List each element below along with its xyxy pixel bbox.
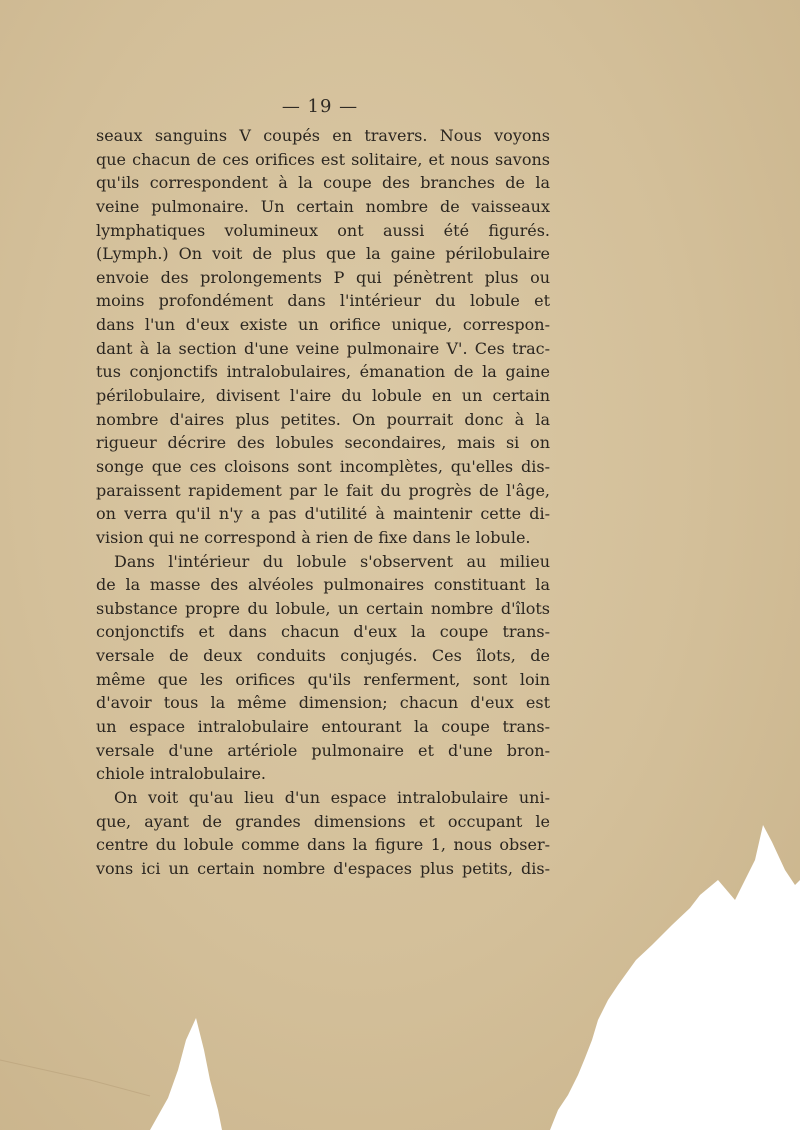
text-line: (Lymph.) On voit de plus que la gaine périlobulaire [96,244,550,264]
text-line: vons ici un certain nombre d'espaces plus petits, dis- [96,858,550,878]
text-line: tus conjonctifs intralobulaires, émanation de la gaine [96,362,550,382]
page-number: — 19 — [281,96,359,117]
body-text [96,124,550,881]
text-line: seaux sanguins V coupés en travers. Nous voyons [96,126,550,145]
text-line: versale de deux conduits conjugés. Ces îlots, de [96,646,550,666]
paragraph-start-line: Dans l'intérieur du lobule s'observent au milieu [114,551,550,571]
text-line: même que les orifices qu'ils renferment, sont loin [96,669,550,689]
text-line: envoie des prolongements P qui pénètrent plus ou [96,267,550,287]
text-line: centre du lobule comme dans la figure 1, nous obser- [96,835,550,855]
text-line: vision qui ne correspond à rien de fixe dans le lobule. [96,527,531,547]
text-line: songe que ces cloisons sont incomplètes, qu'elles dis- [96,456,550,476]
text-line: veine pulmonaire. Un certain nombre de vaisseaux [96,196,550,216]
text-line: dans l'un d'eux existe un orifice unique, correspon- [96,315,550,335]
text-line: moins profondément dans l'intérieur du lobule et [96,291,550,311]
text-line: qu'ils correspondent à la coupe des branches de la [96,173,550,193]
text-line: de la masse des alvéoles pulmonaires constituant la [96,575,550,595]
text-line: versale d'une artériole pulmonaire et d'une bron- [96,740,550,760]
text-line: un espace intralobulaire entourant la coupe trans- [96,717,550,737]
text-line: périlobulaire, divisent l'aire du lobule en un certain [96,386,550,406]
text-line: on verra qu'il n'y a pas d'utilité à maintenir cette di- [96,504,550,524]
text-line: que, ayant de grandes dimensions et occupant le [96,811,550,831]
text-line: conjonctifs et dans chacun d'eux la coupe trans- [96,622,550,642]
text-line: rigueur décrire des lobules secondaires, mais si on [96,433,550,453]
text-line: que chacun de ces orifices est solitaire, et nous savons [96,149,550,169]
text-line: lymphatiques volumineux ont aussi été figurés. [96,220,550,240]
paragraph-start-line: On voit qu'au lieu d'un espace intralobulaire uni- [114,787,550,807]
text-line: chiole intralobulaire. [96,764,266,784]
text-line: d'avoir tous la même dimension; chacun d'eux est [96,693,550,713]
text-line: paraissent rapidement par le fait du progrès de l'âge, [96,480,550,500]
text-line: substance propre du lobule, un certain nombre d'îlots [96,598,550,618]
text-line: dant à la section d'une veine pulmonaire V'. Ces trac- [96,338,550,358]
text-line: nombre d'aires plus petites. On pourrait donc à la [96,409,550,429]
